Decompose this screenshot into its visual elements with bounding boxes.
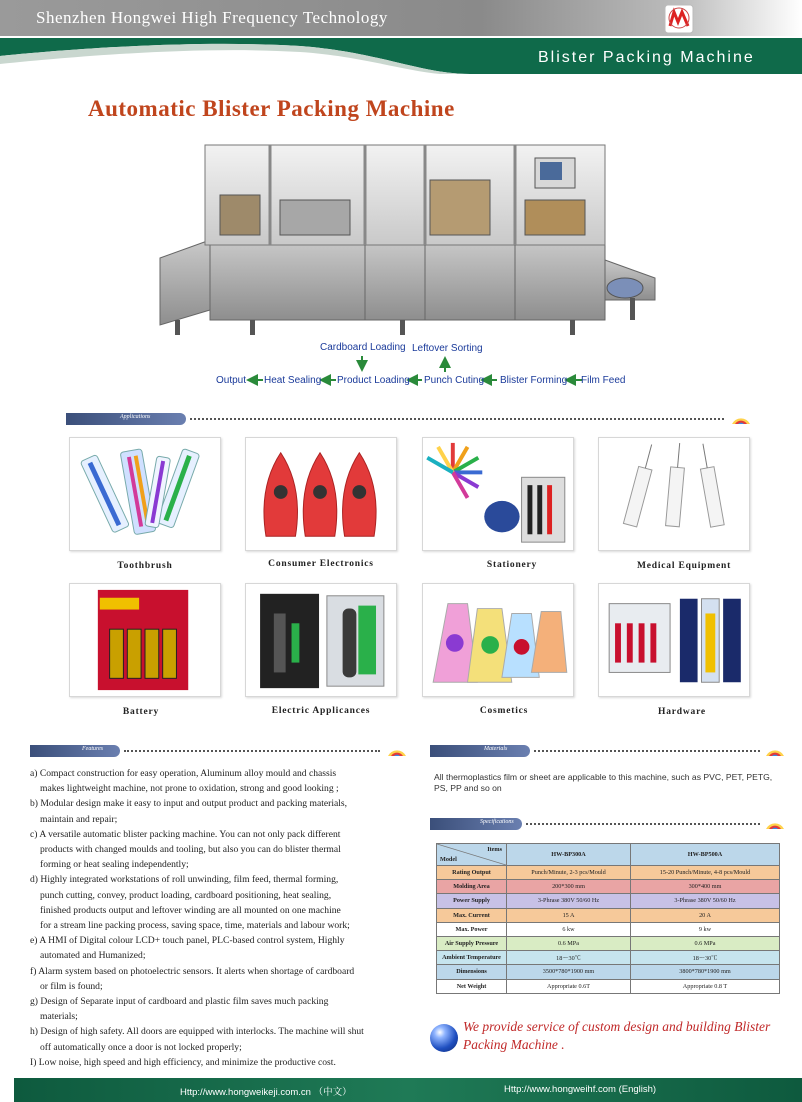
application-card-toothbrush [69,437,221,551]
feature-item-continued: or film is found; [40,980,103,992]
specifications-divider [526,823,760,825]
page-title: Automatic Blister Packing Machine [88,96,455,121]
battery-blister-icon [70,584,220,696]
corner-model-label: Model [440,856,457,863]
applications-section-tag: Applications [66,413,186,425]
feature-item-continued: automated and Humanized; [40,950,146,962]
corner-items-label: Items [487,846,502,853]
caption-medical-equipment: Medical Equipment [636,561,732,571]
company-name: Shenzhen Hongwei High Frequency Technology [36,8,388,27]
spec-value: 0.6 MPa [631,936,780,950]
spec-value: 9 kw [631,922,780,936]
feature-item-continued: makes lightweight machine, not prone to oxidation, strong and good looking ; [40,783,339,795]
spec-value: 0.6 MPa [507,936,631,950]
palette-icon [386,744,408,758]
spec-label: Net Weight [437,979,507,993]
feature-item: h) Design of high safety. All doors are equipped with interlocks. The machine will shut [30,1026,364,1038]
banner-title: Blister Packing Machine [538,49,755,66]
feature-item: b) Modular design make it easy to input and output product and packing materials, [30,798,348,810]
company-logo-icon [664,4,694,34]
spec-value: 3800*780*1900 mm [631,965,780,979]
flow-blister-forming: Blister Forming [500,375,568,386]
caption-hardware: Hardware [658,707,706,717]
caption-stationery: Stationery [486,560,538,570]
spec-label: Dimensions [437,965,507,979]
feature-item: d) Highly integrated workstations of roll unwinding, film feed, thermal forming, [30,874,339,886]
spec-label: Rating Output [437,866,507,880]
caption-electric-applicances: Electric Applicances [271,706,371,716]
application-card-hardware [598,583,750,697]
caption-battery: Battery [122,707,160,717]
toothbrush-blister-icon [70,438,220,550]
feature-item: e) A HMI of Digital colour LCD+ touch panel, PLC-based control system, Highly [30,935,345,947]
spec-value: Punch/Minute, 2-3 pcs/Mould [507,866,631,880]
table-row [437,894,780,908]
cosmetics-blister-icon [423,584,573,696]
flashlight-blister-icon [246,584,396,696]
spec-value: 300*400 mm [631,880,780,894]
spec-value: 20 A [631,908,780,922]
table-row [437,922,780,936]
application-card-medical-equipment [598,437,750,551]
feature-item-continued: for a stream line packing process, saving space, time, materials and labour work; [40,920,350,932]
table-row [437,880,780,894]
footer-cn-link[interactable]: Http://www.hongweikeji.com.cn （中文） [180,1087,352,1098]
applications-divider [190,418,724,420]
footer-bar [14,1078,802,1102]
spec-value: 3500*780*1900 mm [507,965,631,979]
feature-item: I) Low noise, high speed and high efficiency, and minimize the productive cost. [30,1056,336,1068]
table-row [437,979,780,993]
model-header-2: HW-BP500A [631,844,780,866]
service-statement: We provide service of custom design and building Blister Packing Machine . [463,1019,771,1052]
blister-machine-image [150,140,660,340]
table-row [437,866,780,880]
feature-item-continued: materials; [40,1011,78,1023]
palette-icon [764,817,786,831]
application-card-cosmetics [422,583,574,697]
stationery-blister-icon [423,438,573,550]
spec-label: Air Supply Pressure [437,936,507,950]
application-card-electric-applicances [245,583,397,697]
palette-icon [730,412,752,426]
feature-item-continued: products with changed moulds and tooling, but also you can do blister thermal [40,844,341,856]
materials-description: All thermoplastics film or sheet are applicable to this machine, such as PVC, PET, PETG, PS, PP and so on [434,772,773,793]
spec-value: 18～30℃ [507,951,631,965]
spec-value: 3-Phrase 380V 50/60 Hz [507,894,631,908]
feature-item: c) A versatile automatic blister packing machine. You can not only pack different [30,828,341,840]
flow-leftover-sorting: Leftover Sorting [412,343,483,354]
table-row [437,951,780,965]
features-divider [124,750,380,752]
spec-value: 15-20 Punch/Minute, 4-8 pcs/Mould [631,866,780,880]
flow-product-loading: Product Loading [337,375,410,386]
table-row [437,936,780,950]
table-corner-cell [437,844,507,866]
spec-value: 200*300 mm [507,880,631,894]
feature-item-continued: maintain and repair; [40,813,118,825]
application-card-consumer-electronics [245,437,397,551]
flow-punch-cuting: Punch Cuting [424,375,485,386]
spec-label: Max. Current [437,908,507,922]
feature-item: a) Compact construction for easy operation, Aluminum alloy mould and chassis [30,768,337,779]
flow-film-feed: Film Feed [581,375,626,386]
application-card-stationery [422,437,574,551]
spec-value: 6 kw [507,922,631,936]
features-section-tag: Features [30,745,120,757]
palette-icon [764,744,786,758]
spec-value: 3-Phrase 380V 50/60 Hz [631,894,780,908]
spec-label: Ambient Temperature [437,951,507,965]
spec-value: 18～30℃ [631,951,780,965]
caption-consumer-electronics: Consumer Electronics [268,559,374,569]
feature-item: f) Alarm system based on photoelectric sensors. It alerts when shortage of cardboard [30,965,355,977]
spec-value: Appropriate 0.6T [507,979,631,993]
feature-item-continued: punch cutting, convey, product loading, cardboard positioning, heat sealing, [40,889,332,901]
caption-toothbrush: Toothbrush [117,561,173,571]
feature-item-continued: forming or heat sealing independently; [40,859,189,871]
feature-item: g) Design of Separate input of cardboard and plastic film saves much packing [30,996,329,1008]
spec-value: Appropriate 0.8 T [631,979,780,993]
flow-heat-sealing: Heat Sealing [264,375,322,386]
table-row [437,965,780,979]
flow-cardboard-loading: Cardboard Loading [320,342,406,353]
application-card-battery [69,583,221,697]
table-header-row [437,844,780,866]
spec-label: Molding Area [437,880,507,894]
footer-en-link[interactable]: Http://www.hongweihf.com (English) [504,1084,657,1095]
syringe-blister-icon [599,438,749,550]
model-header-1: HW-BP300A [507,844,631,866]
features-list [30,766,422,1070]
materials-section-tag: Materials [430,745,530,757]
feature-item-continued: finished products output and leftover winding are all mounted on one machine [40,904,341,916]
service-bullet-icon [430,1024,458,1052]
specifications-section-tag: Specifications [430,818,522,830]
knife-blister-icon [599,584,749,696]
flow-output: Output [216,375,247,386]
feature-item-continued: off automatically once a door is not locked properly; [40,1041,242,1053]
spec-label: Power Supply [437,894,507,908]
spec-label: Max. Power [437,922,507,936]
table-row [437,908,780,922]
specifications-table [436,843,780,994]
materials-divider [534,750,760,752]
caption-cosmetics: Cosmetics [479,706,529,716]
spec-value: 15 A [507,908,631,922]
earphone-blister-icon [246,438,396,550]
